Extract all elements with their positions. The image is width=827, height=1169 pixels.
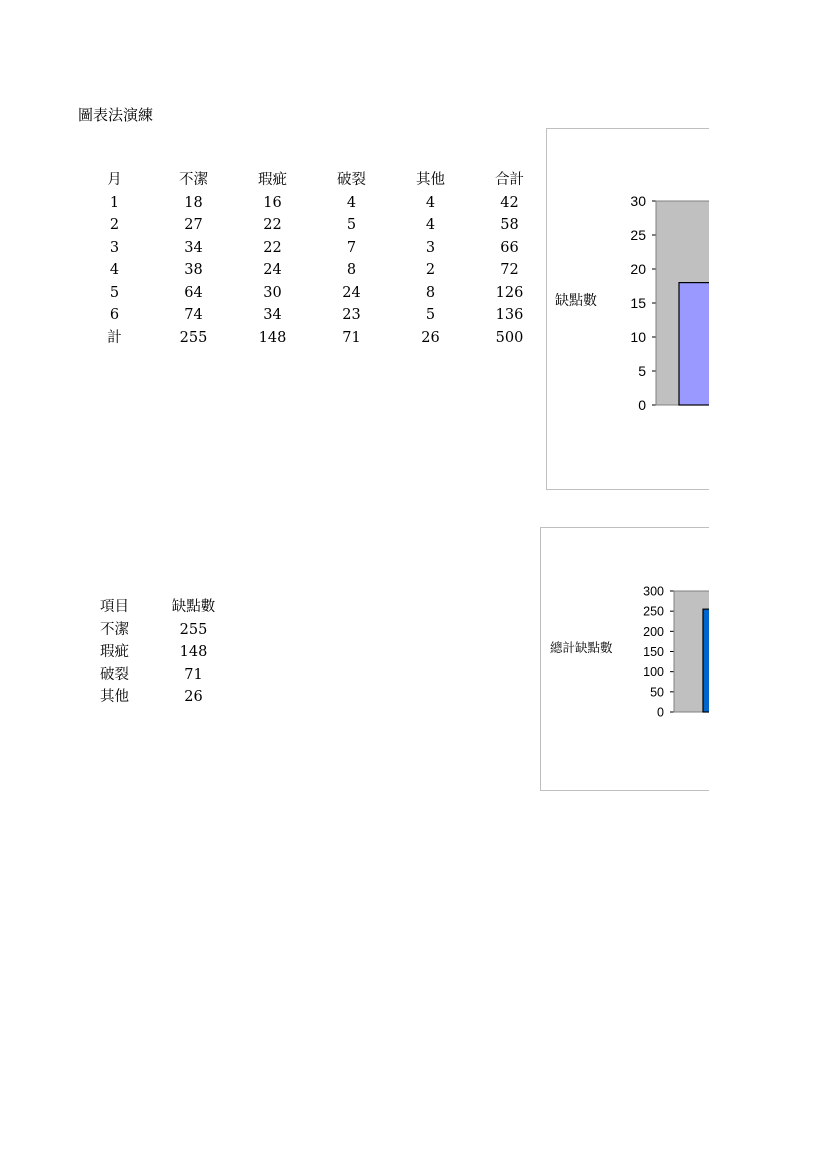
table1-cell: 24 bbox=[342, 284, 361, 301]
chart-y-axis-label: 總計缺點數 bbox=[550, 641, 613, 655]
monthly-defect-chart-svg bbox=[547, 129, 709, 489]
chart-tick-label: 15 bbox=[630, 295, 646, 312]
table1-cell: 24 bbox=[263, 262, 282, 278]
table1-cell: 3 bbox=[109, 239, 120, 256]
table2-header-row bbox=[75, 596, 233, 619]
table1-cell: 64 bbox=[184, 284, 203, 301]
table1-cell: 74 bbox=[184, 307, 203, 323]
table-row bbox=[75, 214, 549, 237]
table1-cell: 18 bbox=[184, 194, 203, 211]
table1-cell: 27 bbox=[184, 217, 203, 233]
table1-cell: 255 bbox=[179, 329, 208, 346]
table2-cell: 破裂 bbox=[100, 666, 129, 683]
table-row bbox=[75, 282, 549, 305]
chart-tick-label: 300 bbox=[643, 584, 664, 599]
table1-cell: 38 bbox=[184, 262, 203, 278]
table1-cell: 126 bbox=[495, 284, 524, 301]
table1-cell: 136 bbox=[495, 307, 524, 323]
table-row bbox=[75, 686, 233, 709]
defect-summary-table bbox=[75, 596, 233, 709]
table1-cell: 66 bbox=[500, 239, 519, 256]
table-row bbox=[75, 259, 549, 282]
total-defect-chart-svg bbox=[541, 528, 709, 790]
chart-tick-label: 100 bbox=[643, 665, 664, 680]
table2-cell: 26 bbox=[184, 689, 203, 705]
table1-cell: 4 bbox=[109, 262, 120, 278]
table1-cell: 5 bbox=[346, 217, 357, 233]
table1-cell: 58 bbox=[500, 217, 519, 233]
table1-cell: 6 bbox=[109, 307, 120, 323]
chart-tick-label: 30 bbox=[630, 193, 646, 210]
chart-tick-label: 50 bbox=[650, 685, 664, 700]
table1-header-cell: 其他 bbox=[416, 172, 445, 188]
table-row bbox=[75, 664, 233, 687]
table1-cell: 72 bbox=[500, 262, 519, 278]
total-defect-chart[interactable] bbox=[540, 527, 709, 791]
chart-tick-label: 10 bbox=[630, 329, 646, 346]
table1-cell: 23 bbox=[342, 307, 361, 323]
table1-header-cell: 不潔 bbox=[179, 172, 208, 188]
table2-cell: 255 bbox=[179, 621, 208, 638]
chart-tick-label: 5 bbox=[638, 363, 646, 380]
monthly-defect-chart[interactable] bbox=[546, 128, 709, 490]
table1-cell: 16 bbox=[263, 194, 282, 211]
table1-header-cell: 瑕疵 bbox=[258, 172, 287, 188]
table1-cell: 71 bbox=[342, 329, 361, 346]
chart-tick-label: 25 bbox=[630, 227, 646, 244]
table1-cell: 1 bbox=[109, 194, 120, 211]
table1-cell: 計 bbox=[107, 329, 122, 346]
table1-cell: 7 bbox=[346, 239, 357, 256]
monthly-defect-table bbox=[75, 169, 549, 349]
table1-cell: 22 bbox=[263, 217, 282, 233]
table1-header-row bbox=[75, 169, 549, 192]
table1-cell: 42 bbox=[500, 194, 519, 211]
table1-cell: 8 bbox=[425, 284, 436, 301]
chart-bar[interactable] bbox=[679, 283, 709, 405]
table-row bbox=[75, 641, 233, 664]
table-row bbox=[75, 237, 549, 260]
table2-cell: 其他 bbox=[100, 689, 129, 705]
table1-cell: 3 bbox=[425, 239, 436, 256]
table1-header-cell: 合計 bbox=[495, 172, 524, 188]
table1-cell: 4 bbox=[425, 194, 436, 211]
table-row bbox=[75, 192, 549, 215]
chart-tick-label: 200 bbox=[643, 624, 664, 639]
table1-cell: 30 bbox=[263, 284, 282, 301]
chart-y-axis-label: 缺點數 bbox=[555, 292, 597, 308]
table1-cell: 148 bbox=[258, 329, 287, 346]
table1-header-cell: 破裂 bbox=[337, 172, 366, 188]
table-row bbox=[75, 327, 549, 350]
chart-tick-label: 250 bbox=[643, 604, 664, 619]
table1-cell: 34 bbox=[263, 307, 282, 323]
table2-cell: 瑕疵 bbox=[100, 644, 129, 660]
table1-cell: 5 bbox=[109, 284, 120, 301]
chart-tick-label: 0 bbox=[657, 705, 664, 720]
table2-header-cell: 缺點數 bbox=[171, 599, 216, 615]
table1-cell: 2 bbox=[425, 262, 436, 278]
table1-cell: 22 bbox=[263, 239, 282, 256]
table2-header-cell: 項目 bbox=[100, 599, 129, 615]
table2-cell: 不潔 bbox=[100, 621, 129, 638]
table1-cell: 5 bbox=[425, 307, 436, 323]
table2-cell: 71 bbox=[184, 666, 203, 683]
table1-cell: 26 bbox=[421, 329, 440, 346]
chart-tick-label: 20 bbox=[630, 261, 646, 278]
table1-cell: 500 bbox=[495, 329, 524, 346]
table1-header-cell: 月 bbox=[107, 172, 122, 188]
table1-cell: 2 bbox=[109, 217, 120, 233]
chart-tick-label: 0 bbox=[638, 397, 646, 414]
table-row bbox=[75, 304, 549, 327]
table1-cell: 34 bbox=[184, 239, 203, 256]
table1-cell: 4 bbox=[346, 194, 357, 211]
table1-cell: 8 bbox=[346, 262, 357, 278]
page-title: 圖表法演練 bbox=[78, 106, 154, 124]
table2-cell: 148 bbox=[179, 644, 208, 660]
table-row bbox=[75, 619, 233, 642]
table1-cell: 4 bbox=[425, 217, 436, 233]
chart-bar[interactable] bbox=[703, 609, 709, 712]
chart-tick-label: 150 bbox=[643, 645, 664, 659]
